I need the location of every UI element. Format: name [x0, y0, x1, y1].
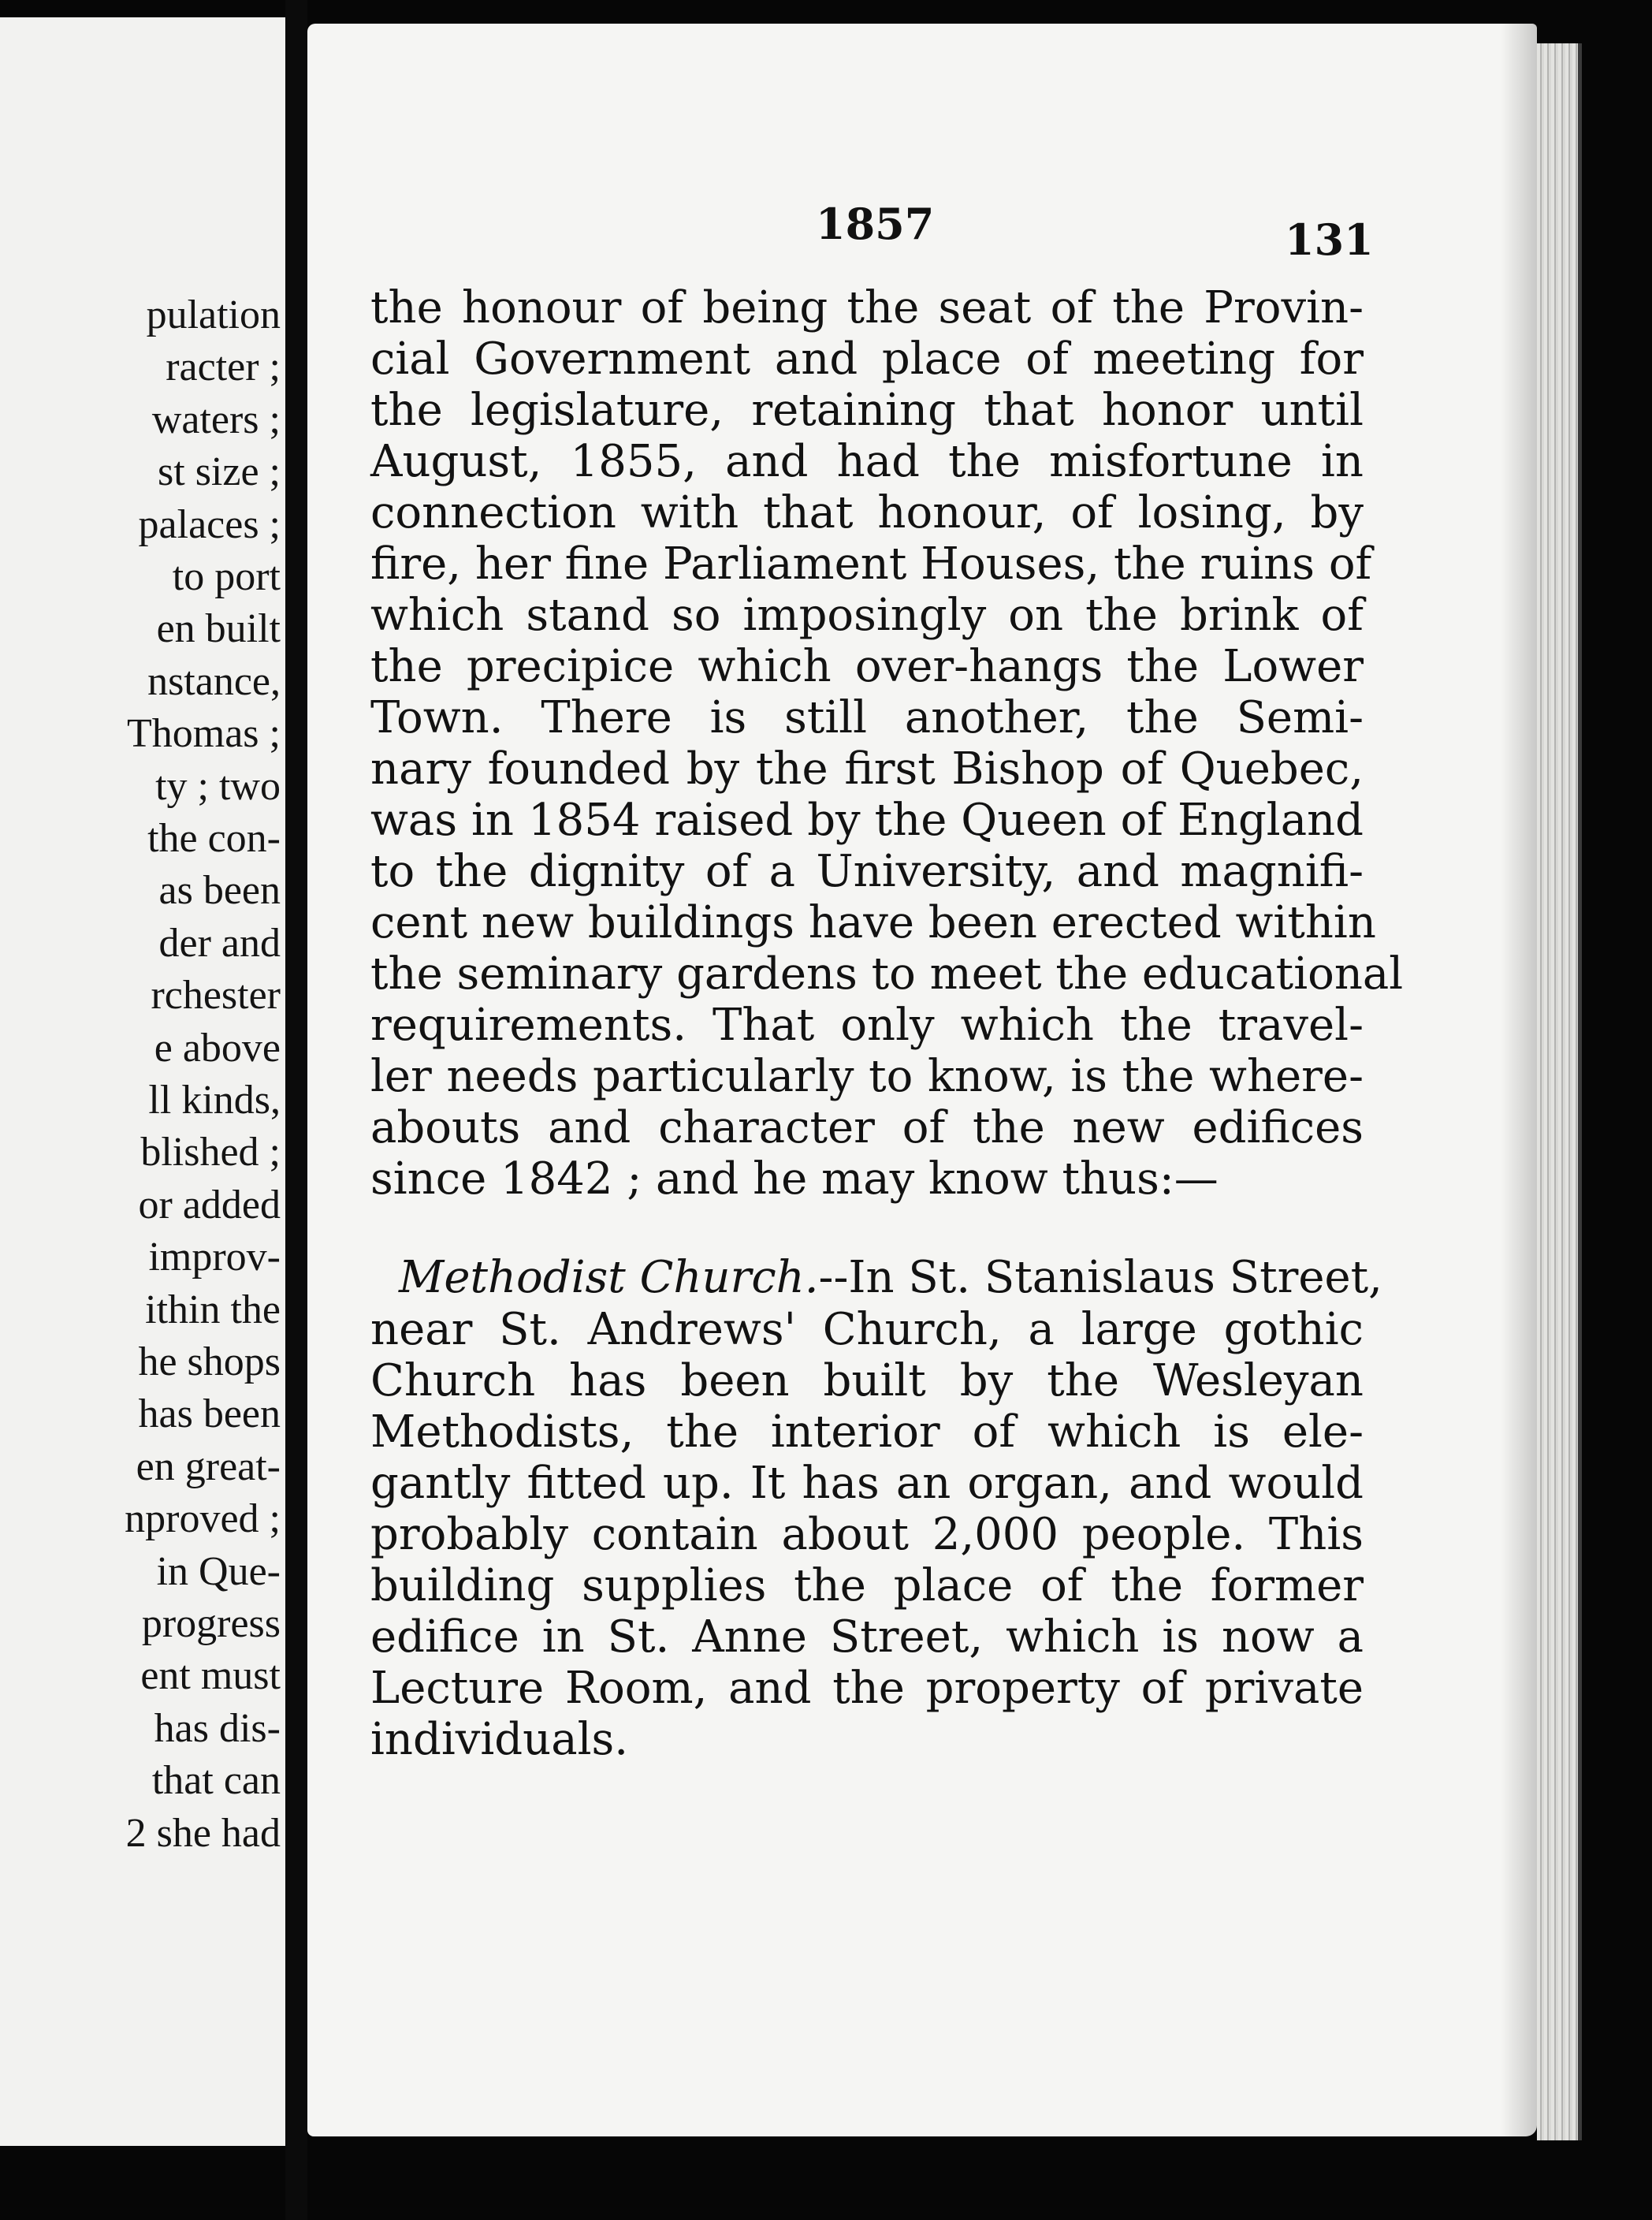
- paragraph-2-line: [370, 1252, 1382, 1304]
- paragraph-2-line: Methodists, the interior of which is ele-: [370, 1406, 1364, 1458]
- paragraph-1-line: the legislature, retaining that honor until: [370, 385, 1364, 436]
- paragraph-2-line: near St. Andrews' Church, a large gothic: [370, 1304, 1364, 1355]
- left-page-fragment: ll kinds,: [148, 1078, 281, 1123]
- paragraph-1-line: fire, her fine Parliament Houses, the ruins of: [370, 538, 1372, 590]
- left-page-fragment: pulation: [146, 292, 281, 337]
- paragraph-1-line: August, 1855, and had the misfortune in: [370, 436, 1364, 487]
- paragraph-2-line: probably contain about 2,000 people. This: [370, 1509, 1364, 1560]
- left-page-fragment: palaces ;: [138, 501, 281, 547]
- left-page-fragment: 2 she had: [125, 1810, 281, 1856]
- paragraph-2-line: Church has been built by the Wesleyan: [370, 1355, 1364, 1406]
- page-edges: [1537, 43, 1582, 2140]
- left-page-fragment: der and: [158, 920, 281, 966]
- left-page-fragment: ithin the: [145, 1287, 281, 1332]
- paragraph-1-line: which stand so imposingly on the brink of: [370, 590, 1364, 641]
- paragraph-1-line: requirements. That only which the travel-: [370, 1000, 1364, 1051]
- left-page: [0, 17, 285, 2146]
- left-page-fragment: has been: [138, 1391, 281, 1437]
- left-page-fragment: that can: [151, 1758, 281, 1804]
- left-page-fragment: nstance,: [147, 658, 281, 704]
- paragraph-1-line: to the dignity of a University, and magnifi-: [370, 846, 1364, 897]
- paragraph-2-line: individuals.: [370, 1714, 629, 1765]
- heading-methodist-church: Methodist Church.: [399, 1252, 819, 1303]
- paragraph-2-line: gantly fitted up. It has an organ, and would: [370, 1458, 1364, 1509]
- left-page-fragment: en great-: [136, 1443, 281, 1489]
- paragraph-1-line: ler needs particularly to know, is the where-: [370, 1051, 1364, 1102]
- paragraph-1-line: the honour of being the seat of the Provin-: [370, 282, 1364, 333]
- left-page-fragment: improv-: [148, 1235, 281, 1280]
- left-page-fragment: e above: [154, 1025, 281, 1071]
- left-page-fragment: in Que-: [156, 1548, 281, 1594]
- book-gutter: [285, 0, 307, 2220]
- left-page-fragment: ty ; two: [155, 763, 281, 809]
- left-page-fragment: waters ;: [151, 397, 281, 442]
- paragraph-1-line: since 1842 ; and he may know thus:—: [370, 1153, 1219, 1205]
- left-page-fragment: the con-: [147, 816, 281, 861]
- paragraph-2-line: Lecture Room, and the property of private: [370, 1663, 1364, 1714]
- paragraph-1-line: abouts and character of the new edifices: [370, 1102, 1364, 1153]
- left-page-fragment: blished ;: [140, 1130, 281, 1175]
- left-page-fragment: nproved ;: [125, 1496, 281, 1542]
- left-page-fragment: racter ;: [166, 345, 281, 390]
- left-page-fragment: st size ;: [158, 449, 281, 495]
- paragraph-1-line: cial Government and place of meeting for: [370, 333, 1364, 385]
- left-page-fragment: as been: [158, 868, 281, 914]
- left-page-fragment: he shops: [138, 1339, 281, 1384]
- running-head-year: 1857: [816, 199, 935, 249]
- paragraph-1-line: was in 1854 raised by the Queen of England: [370, 795, 1364, 846]
- paragraph-1-line: the seminary gardens to meet the educational: [370, 948, 1404, 1000]
- left-page-fragment: progress: [141, 1601, 281, 1646]
- paragraph-2-line: building supplies the place of the former: [370, 1560, 1364, 1611]
- left-page-fragment: Thomas ;: [127, 711, 281, 757]
- left-page-fragment: ent must: [140, 1653, 281, 1699]
- paragraph-1-line: cent new buildings have been erected within: [370, 897, 1376, 948]
- left-page-fragment: en built: [156, 606, 281, 652]
- paragraph-1-line: the precipice which over-hangs the Lower: [370, 641, 1364, 692]
- paragraph-1-line: nary founded by the first Bishop of Quebec,: [370, 743, 1364, 795]
- paragraph-2-line: edifice in St. Anne Street, which is now a: [370, 1611, 1364, 1663]
- paragraph-2-first-line-text: --In St. Stanislaus Street,: [818, 1252, 1382, 1303]
- left-page-fragment: or added: [138, 1182, 281, 1227]
- paragraph-1-line: connection with that honour, of losing, by: [370, 487, 1364, 538]
- left-page-fragment: has dis-: [154, 1705, 281, 1751]
- left-page-fragment: rchester: [151, 973, 281, 1019]
- left-page-fragment: to port: [172, 554, 281, 599]
- paragraph-1-line: Town. There is still another, the Semi-: [370, 692, 1364, 743]
- page-edge-shadow: [1501, 24, 1537, 2136]
- page-number: 131: [1285, 214, 1374, 265]
